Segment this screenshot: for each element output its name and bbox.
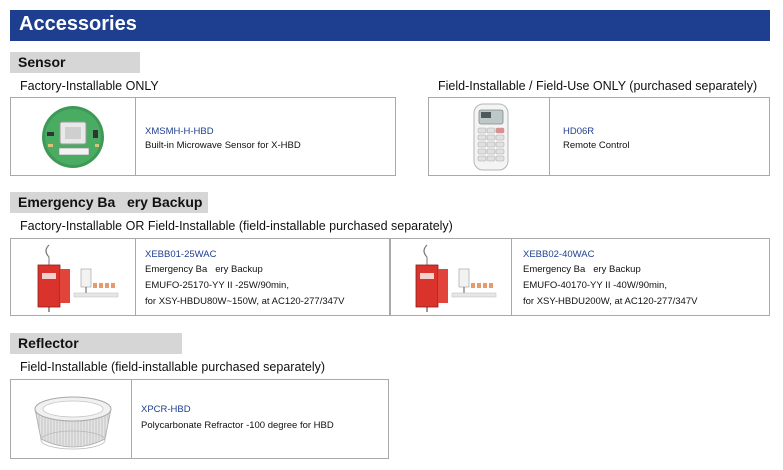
product-description-line: EMUFO-25170-YY II -25W/90min, <box>145 280 289 291</box>
section-header-reflector <box>10 333 182 354</box>
circuit-board-sensor-image <box>33 104 113 170</box>
sensor-factory-label: Factory-Installable ONLY <box>20 79 159 93</box>
product-code: XMSMH-H-HBD <box>145 126 214 137</box>
product-card-hd06r <box>428 97 770 176</box>
product-card-xebb02 <box>390 238 770 316</box>
emergency-install-label: Factory-Installable OR Field-Installable (field-installable purchased separately) <box>20 219 453 233</box>
section-title-emergency: Emergency Ba ery Backup <box>18 194 203 210</box>
product-card-xpcr <box>10 379 389 459</box>
sensor-field-label: Field-Installable / Field-Use ONLY (purchased separately) <box>438 79 758 93</box>
refractor-ring-image <box>29 385 117 455</box>
product-code: HD06R <box>563 126 595 137</box>
product-description-line: EMUFO-40170-YY II -40W/90min, <box>523 280 667 291</box>
product-description-line: for XSY-HBDU200W, at AC120-277/347V <box>523 296 698 307</box>
battery-backup-kit-image <box>29 243 129 313</box>
product-description-line: Emergency Ba ery Backup <box>523 264 641 275</box>
product-description: Built-in Microwave Sensor for X-HBD <box>145 140 301 151</box>
product-description: Remote Control <box>563 140 630 151</box>
product-code: XEBB02-40WAC <box>523 249 595 260</box>
remote-control-image <box>471 102 511 172</box>
reflector-install-label: Field-Installable (field-installable purchased separately) <box>20 360 326 374</box>
product-code: XEBB01-25WAC <box>145 249 217 260</box>
section-title-sensor: Sensor <box>18 54 66 70</box>
product-description-line: Emergency Ba ery Backup <box>145 264 263 275</box>
page-title: Accessories <box>19 13 137 35</box>
product-description-line: for XSY-HBDU80W~150W, at AC120-277/347V <box>145 296 345 307</box>
product-card-xmsmh <box>10 97 396 176</box>
product-code: XPCR-HBD <box>141 404 191 415</box>
product-card-xebb01 <box>10 238 390 316</box>
product-description: Polycarbonate Refractor -100 degree for HBD <box>141 420 334 431</box>
section-title-reflector: Reflector <box>18 335 79 351</box>
section-header-emergency <box>10 192 208 213</box>
page-title-bar <box>10 10 770 41</box>
section-header-sensor <box>10 52 140 73</box>
battery-backup-kit-image <box>407 243 507 313</box>
